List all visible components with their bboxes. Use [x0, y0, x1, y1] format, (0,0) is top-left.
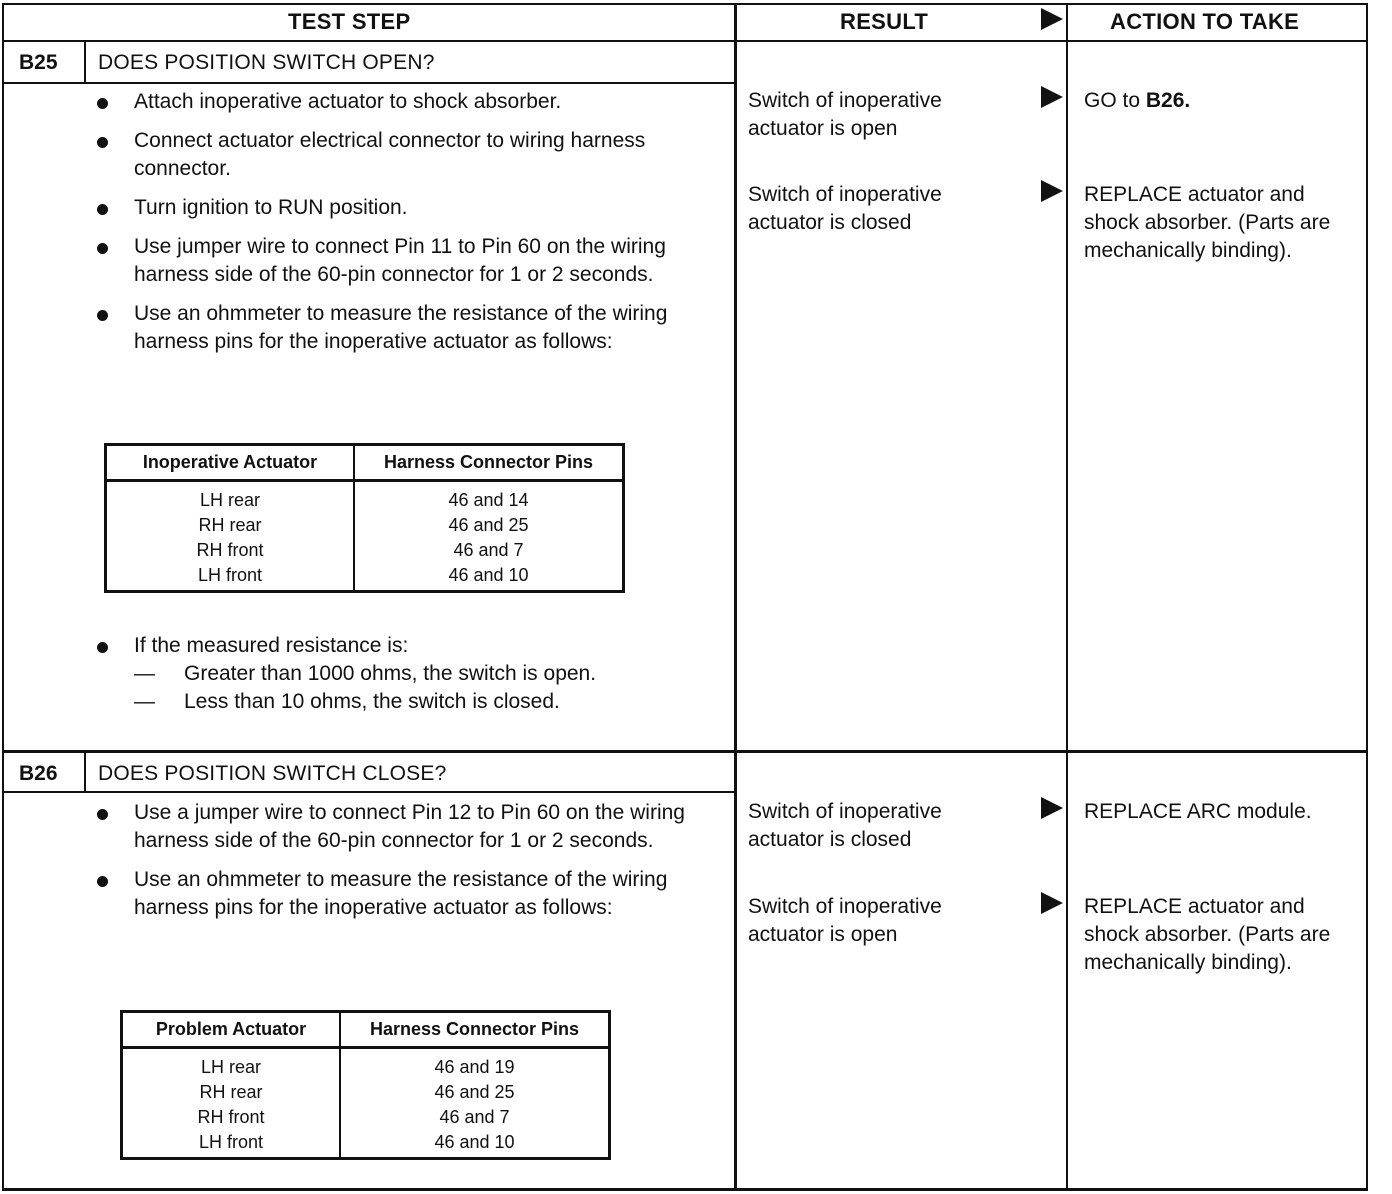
b26-title-underline — [2, 791, 736, 793]
b25-bullet-6 — [97, 632, 717, 716]
b25-result-open: Switch of inoperative actuator is open — [748, 89, 942, 140]
table-row — [122, 1130, 610, 1159]
b25-bullet-3: Turn ignition to RUN position. — [97, 194, 717, 222]
arrow-icon — [1041, 797, 1063, 819]
border-top — [2, 3, 1368, 5]
table-cell: 46 and 7 — [340, 1105, 610, 1130]
b26-code-divider — [84, 752, 86, 792]
arrow-icon — [1041, 180, 1063, 202]
table-cell: RH front — [122, 1105, 341, 1130]
b25-pin-table — [104, 443, 625, 593]
divider-action — [1066, 3, 1068, 1191]
divider-result — [734, 3, 737, 1191]
border-bottom — [2, 1188, 1368, 1191]
b25-action-open — [1084, 87, 1354, 115]
b25-table-header-actuator: Inoperative Actuator — [106, 445, 355, 481]
table-row — [106, 481, 624, 514]
table-row — [122, 1048, 610, 1081]
goto-text: GO to — [1084, 89, 1146, 112]
step-code-b26: B26 — [19, 762, 58, 785]
b26-bullet-1: Use a jumper wire to connect Pin 12 to Pin 60 on the wiring harness side of the 60-pin connector for 1 or 2 seconds. — [97, 799, 717, 855]
b26-bullet-list — [97, 799, 717, 922]
b26-action-closed: REPLACE ARC module. — [1084, 800, 1312, 823]
table-cell: LH front — [122, 1130, 341, 1159]
table-cell: 46 and 25 — [340, 1080, 610, 1105]
b26-action-open: REPLACE actuator and shock absorber. (Parts are mechanically binding). — [1084, 895, 1331, 974]
header-result: RESULT — [840, 9, 929, 34]
b25-dash-open: — Greater than 1000 ohms, the switch is open. — [134, 660, 717, 688]
b25-bullet-1: Attach inoperative actuator to shock absorber. — [97, 88, 717, 116]
arrow-icon — [1041, 8, 1063, 30]
table-cell: 46 and 14 — [354, 481, 624, 514]
table-cell: RH rear — [106, 513, 355, 538]
step-question-b26: DOES POSITION SWITCH CLOSE? — [98, 762, 447, 785]
table-cell: 46 and 19 — [340, 1048, 610, 1081]
b25-result-closed: Switch of inoperative actuator is closed — [748, 183, 942, 234]
b25-bullet-list — [97, 88, 717, 356]
b25-bullet-4: Use jumper wire to connect Pin 11 to Pin 60 on the wiring harness side of the 60-pin connector for 1 or 2 seconds. — [97, 233, 717, 289]
b25-dash-closed: — Less than 10 ohms, the switch is closed. — [134, 688, 717, 716]
table-row — [106, 538, 624, 563]
b25-action-closed: REPLACE actuator and shock absorber. (Parts are mechanically binding). — [1084, 183, 1331, 262]
arrow-icon — [1041, 892, 1063, 914]
arrow-icon — [1041, 86, 1063, 108]
goto-step-link[interactable]: B26. — [1145, 89, 1191, 112]
b25-title-underline — [2, 82, 736, 84]
b25-code-divider — [84, 41, 86, 83]
border-right — [1366, 3, 1368, 1191]
b26-bullet-2: Use an ohmmeter to measure the resistance of the wiring harness pins for the inoperative actuator as follows: — [97, 866, 717, 922]
table-row — [106, 513, 624, 538]
step-question-b25: DOES POSITION SWITCH OPEN? — [98, 51, 435, 74]
b26-pin-table — [120, 1010, 611, 1160]
b26-result-open: Switch of inoperative actuator is open — [748, 895, 942, 946]
header-test-step: TEST STEP — [288, 9, 411, 34]
table-row — [122, 1080, 610, 1105]
table-cell: RH front — [106, 538, 355, 563]
b26-table-header-pins: Harness Connector Pins — [340, 1012, 610, 1048]
b25-table-header-pins: Harness Connector Pins — [354, 445, 624, 481]
table-cell: 46 and 7 — [354, 538, 624, 563]
header-underline — [2, 40, 1368, 42]
table-cell: 46 and 10 — [340, 1130, 610, 1159]
table-cell: 46 and 10 — [354, 563, 624, 592]
b25-bullet-2: Connect actuator electrical connector to wiring harness connector. — [97, 127, 717, 183]
table-cell: LH rear — [122, 1048, 341, 1081]
section-divider — [2, 750, 1368, 753]
table-cell: RH rear — [122, 1080, 341, 1105]
step-code-b25: B25 — [19, 51, 58, 74]
b26-result-closed: Switch of inoperative actuator is closed — [748, 800, 942, 851]
table-cell: 46 and 25 — [354, 513, 624, 538]
table-cell: LH rear — [106, 481, 355, 514]
b26-table-header-actuator: Problem Actuator — [122, 1012, 341, 1048]
table-cell: LH front — [106, 563, 355, 592]
border-left — [2, 3, 4, 1191]
b25-bullet-6-text: If the measured resistance is: — [134, 634, 409, 657]
table-row — [106, 563, 624, 592]
table-row — [122, 1105, 610, 1130]
b25-resistance-list — [97, 632, 717, 716]
header-action: ACTION TO TAKE — [1110, 9, 1300, 34]
b25-bullet-5: Use an ohmmeter to measure the resistance of the wiring harness pins for the inoperative actuator as follows: — [97, 300, 717, 356]
